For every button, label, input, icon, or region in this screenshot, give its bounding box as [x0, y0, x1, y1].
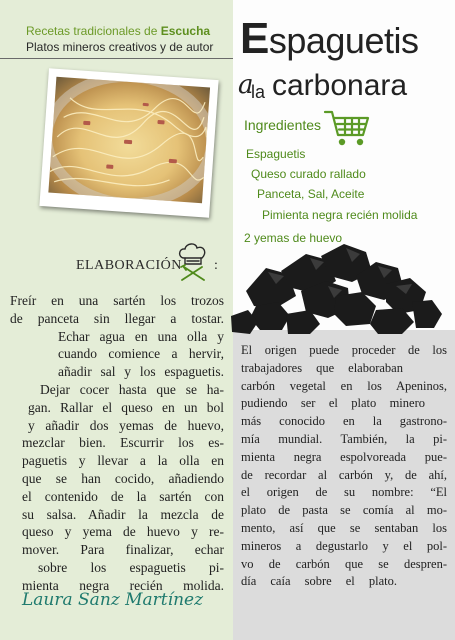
text-line: pudiendo ser el plato minero	[241, 396, 425, 411]
author-signature: Laura Sanz Martínez	[22, 590, 204, 610]
text-line: Freír en una sartén los trozos	[10, 293, 224, 308]
elaboration-text	[10, 292, 224, 595]
text-line: gan. Rallar el queso en un bol	[28, 399, 224, 415]
text-line: mento, así que se sentaban los	[241, 520, 447, 535]
text-line: que se han cocido, añadiendo	[22, 470, 224, 486]
text-line: mezclar bien. Escurrir los es-	[22, 435, 224, 451]
text-line: Echar agua en una olla y	[58, 328, 224, 344]
series-title: Recetas tradicionales de Escucha	[26, 24, 211, 38]
ingredient-item: Espaguetis	[246, 147, 306, 161]
text-line: mineros a degustarlo y el pol-	[241, 538, 447, 553]
shopping-cart-icon	[323, 108, 371, 150]
elaboration-colon: :	[214, 258, 218, 273]
text-line: mía mundial. También, la pi-	[241, 431, 447, 446]
text-line: de panceta sin llegar a tostar.	[10, 310, 224, 326]
text-line: mover. Para finalizar, echar	[22, 542, 224, 558]
elaboration-heading: ELABORACIÓN	[76, 258, 182, 273]
text-line: trabajadores que elaboraban	[241, 360, 403, 375]
ingredient-item: Pimienta negra recién molida	[262, 208, 418, 222]
text-line: paguetis y llevar a la olla en	[22, 453, 224, 469]
text-line: añadir sal y los espaguetis.	[58, 364, 224, 380]
header-divider	[0, 58, 233, 59]
text-line: mienta negra espolvoreada pue-	[241, 449, 447, 464]
text-line: plato de pasta se comía al mo-	[241, 503, 447, 518]
ingredient-item: Panceta, Sal, Aceite	[257, 187, 365, 201]
recipe-title-carbonara: carbonara	[272, 69, 408, 102]
text-line: su salsa. Añadir la mezcla de	[22, 506, 224, 522]
recipe-title-a: a	[238, 70, 254, 100]
text-line: Dejar cocer hasta que se ha-	[40, 381, 224, 397]
text-line: vo de carbón que se despren-	[241, 556, 447, 571]
text-line: carbón vegetal en los Apeninos,	[241, 378, 447, 393]
ingredients-heading: Ingredientes	[244, 117, 322, 133]
text-line: cuando comience a hervir,	[58, 346, 224, 362]
recipe-title-line1: Espaguetis	[240, 14, 419, 63]
text-line: día caía sobre el plato.	[241, 574, 397, 589]
text-line: más conocido en la gastrono-	[241, 414, 447, 429]
text-line: queso y yema de huevo y re-	[22, 524, 224, 540]
ingredient-item: 2 yemas de huevo	[244, 231, 343, 245]
text-line: mienta negra recién molida.	[22, 577, 224, 593]
text-line: de recordar al carbón y, de ahí,	[241, 467, 447, 482]
origin-text	[241, 342, 447, 591]
text-line: el contenido de la sartén con	[22, 488, 224, 504]
series-subtitle: Platos mineros creativos y de autor	[26, 40, 214, 54]
text-line: y añadir dos yemas de huevo,	[28, 417, 224, 433]
recipe-title-la: la	[251, 82, 266, 102]
text-line: sobre los espaguetis pi-	[38, 559, 224, 575]
text-line: el origen de su nombre: “El	[241, 485, 447, 500]
ingredient-item: Queso curado rallado	[251, 167, 366, 181]
chef-hat-utensils-icon	[172, 240, 214, 282]
coal-pile-image	[226, 236, 452, 336]
text-line: El origen puede proceder de los	[241, 343, 447, 357]
dish-photo	[39, 68, 218, 218]
